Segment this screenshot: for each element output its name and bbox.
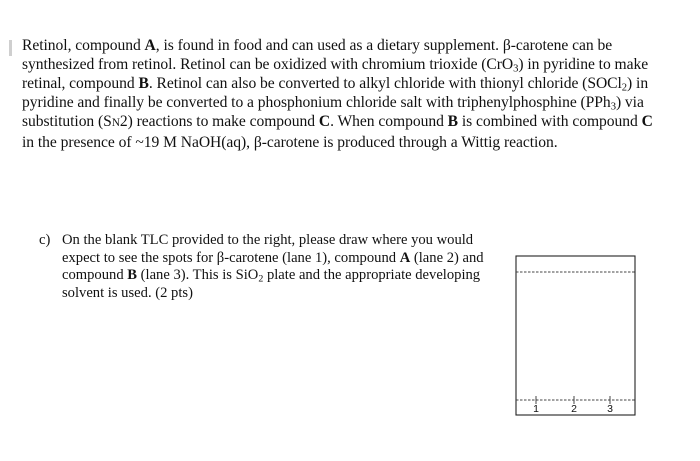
bullet-marker <box>9 40 12 56</box>
intro-line-6: in the presence of ~19 M NaOH(aq), β-carotene is produced through a Wittig reaction. <box>22 134 558 151</box>
question-line-2: expect to see the spots for β-carotene (lane 1), compound A (lane 2) and <box>62 249 484 266</box>
lane-1-label: 1 <box>533 403 539 415</box>
lane-3-label: 3 <box>607 403 613 415</box>
intro-line-2: synthesized from retinol. Retinol can be oxidized with chromium trioxide (CrO$_3$) in pyridine to make <box>22 56 649 75</box>
question-line-1: On the blank TLC provided to the right, please draw where you would <box>62 232 474 248</box>
intro-paragraph <box>22 36 677 152</box>
question-text <box>62 232 502 302</box>
question-line-3: compound B (lane 3). This is SiO$_2$ plate and the appropriate developing <box>62 267 481 285</box>
intro-line-1: Retinol, compound A, is found in food and can used as a dietary supplement. β-carotene can be <box>22 37 613 54</box>
tlc-plate-border <box>516 256 635 415</box>
intro-line-4: pyridine and finally be converted to a phosphonium chloride salt with triphenylphosphine (PPh$_3$) via <box>22 94 644 113</box>
intro-line-5: substitution (SN2) reactions to make compound C. When compound B is combined with compound C <box>22 113 653 130</box>
intro-line-3: retinal, compound B. Retinol can also be converted to alkyl chloride with thionyl chloride (SOCl$_2$) in <box>22 75 649 94</box>
question-line-4: solvent is used. (2 pts) <box>62 284 193 301</box>
tlc-plate <box>515 255 637 417</box>
lane-2-label: 2 <box>571 403 577 415</box>
question-label: c) <box>39 232 51 248</box>
